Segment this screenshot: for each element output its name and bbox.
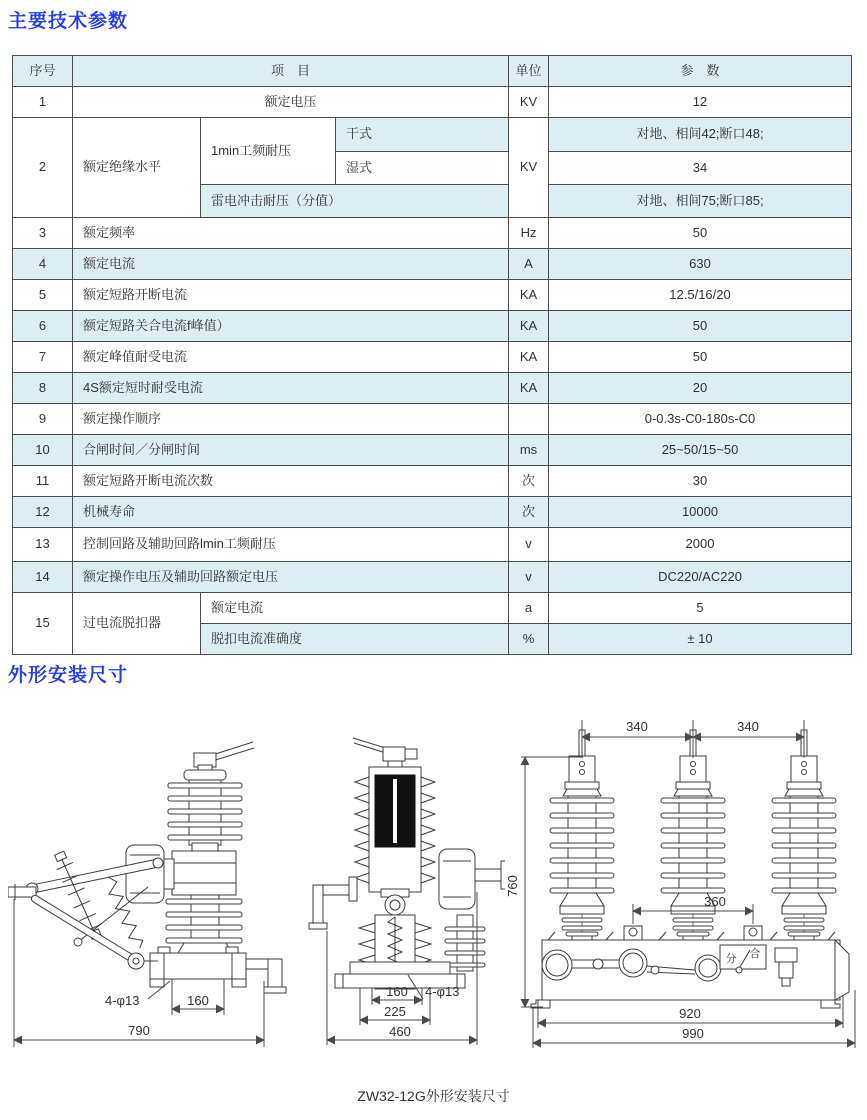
dim-label-hole: 4-φ13 [105, 993, 140, 1008]
cell-no: 6 [13, 311, 73, 342]
drawing-side-view [8, 737, 313, 1067]
table-row [13, 280, 852, 311]
cell-unit: 次 [509, 466, 549, 497]
cell-param: DC220/AC220 [549, 562, 852, 593]
cell-param: 12.5/16/20 [549, 280, 852, 311]
cell-lightning: 雷电冲击耐压（分值） [201, 185, 509, 218]
table-row [13, 249, 852, 280]
cell-unit: KA [509, 342, 549, 373]
cell-item: 额定短路关合电流f峰值） [73, 311, 509, 342]
table-row [13, 118, 852, 152]
cell-unit: A [509, 249, 549, 280]
table-row [13, 466, 852, 497]
cell-item: 额定频率 [73, 218, 509, 249]
cell-unit: v [509, 528, 549, 562]
cell-item: 合闸时间／分闸时间 [73, 435, 509, 466]
dim-label-340-b: 340 [737, 719, 759, 734]
cell-no: 9 [13, 404, 73, 435]
cell-param: 2000 [549, 528, 852, 562]
header-no: 序号 [13, 56, 73, 87]
cell-item: 额定峰值耐受电流 [73, 342, 509, 373]
cell-unit: % [509, 624, 549, 655]
drawing-caption: ZW32-12G外形安装尺寸 [357, 1088, 510, 1104]
table-header-row [13, 56, 852, 87]
dim-label-990: 990 [682, 1026, 704, 1041]
cell-item: 额定电压 [73, 87, 509, 118]
cell-no: 4 [13, 249, 73, 280]
cell-no: 11 [13, 466, 73, 497]
cell-item: 4S额定短时耐受电流 [73, 373, 509, 404]
cell-param: 12 [549, 87, 852, 118]
section-title-parameters: 主要技术参数 [8, 11, 129, 32]
cell-param: 20 [549, 373, 852, 404]
table-row [13, 435, 852, 466]
cell-unit [509, 404, 549, 435]
table-row [13, 342, 852, 373]
table-row [13, 497, 852, 528]
table-row [13, 87, 852, 118]
indicator-close-label: 合 [749, 948, 761, 960]
cell-item: 额定短路开断电流次数 [73, 466, 509, 497]
dim-label-hole: 4-φ13 [425, 984, 460, 999]
cell-no: 8 [13, 373, 73, 404]
cell-no: 13 [13, 528, 73, 562]
cell-param: 30 [549, 466, 852, 497]
cell-param: 50 [549, 311, 852, 342]
cell-item: 额定操作电压及辅助回路额定电压 [73, 562, 509, 593]
cell-no: 14 [13, 562, 73, 593]
cell-no: 12 [13, 497, 73, 528]
cell-unit: 次 [509, 497, 549, 528]
cell-unit: KA [509, 280, 549, 311]
cell-unit: a [509, 593, 549, 624]
cell-no: 2 [13, 118, 73, 218]
cell-no: 1 [13, 87, 73, 118]
cell-item: 控制回路及辅助回路lmin工频耐压 [73, 528, 509, 562]
cell-param: ± 10 [549, 624, 852, 655]
header-item: 项 目 [73, 56, 509, 87]
cell-unit: KA [509, 373, 549, 404]
cell-no: 7 [13, 342, 73, 373]
header-param: 参 数 [549, 56, 852, 87]
cell-param: 630 [549, 249, 852, 280]
cell-param: 对地、相间75;断口85; [549, 185, 852, 218]
cell-param: 0-0.3s-C0-180s-C0 [549, 404, 852, 435]
dim-label-160: 160 [386, 984, 408, 999]
dim-label-340-a: 340 [626, 719, 648, 734]
cell-param: 25~50/15~50 [549, 435, 852, 466]
drawing-section-view [305, 737, 505, 1067]
cell-no: 15 [13, 593, 73, 655]
cell-param: 5 [549, 593, 852, 624]
cell-subitem: 额定电流 [201, 593, 509, 624]
cell-unit: Hz [509, 218, 549, 249]
cell-param: 对地、相间42;断口48; [549, 118, 852, 152]
cell-no: 10 [13, 435, 73, 466]
table-row [13, 404, 852, 435]
cell-dry: 干式 [336, 118, 509, 152]
cell-param: 34 [549, 152, 852, 185]
cell-no: 5 [13, 280, 73, 311]
parameters-table [12, 55, 852, 655]
table-row [13, 218, 852, 249]
table-row [13, 373, 852, 404]
table-row [13, 562, 852, 593]
cell-unit: KV [509, 87, 549, 118]
cell-param: 10000 [549, 497, 852, 528]
dim-label-790: 790 [128, 1023, 150, 1038]
cell-unit: KA [509, 311, 549, 342]
cell-item: 额定操作顺序 [73, 404, 509, 435]
indicator-open-label: 分 [725, 953, 737, 965]
cell-item: 机械寿命 [73, 497, 509, 528]
table-row [13, 311, 852, 342]
dim-label-760: 760 [505, 875, 520, 897]
cell-param: 50 [549, 342, 852, 373]
cell-item: 过电流脱扣器 [73, 593, 201, 655]
table-row [13, 593, 852, 624]
cell-subitem: 1min工频耐压 [201, 118, 336, 185]
cell-item: 额定绝缘水平 [73, 118, 201, 218]
section-title-dimensions: 外形安装尺寸 [8, 665, 129, 686]
cell-subitem: 脱扣电流准确度 [201, 624, 509, 655]
dim-label-920: 920 [679, 1006, 701, 1021]
cell-unit: KV [509, 118, 549, 218]
cell-unit: ms [509, 435, 549, 466]
cell-item: 额定电流 [73, 249, 509, 280]
drawing-front-view [503, 700, 863, 1070]
dim-label-460: 460 [389, 1024, 411, 1039]
cell-item: 额定短路开断电流 [73, 280, 509, 311]
dim-label-225: 225 [384, 1004, 406, 1019]
cell-no: 3 [13, 218, 73, 249]
table-row [13, 528, 852, 562]
dim-label-160: 160 [187, 993, 209, 1008]
header-unit: 单位 [509, 56, 549, 87]
cell-wet: 湿式 [336, 152, 509, 185]
cell-param: 50 [549, 218, 852, 249]
dim-label-360: 360 [704, 894, 726, 909]
cell-unit: v [509, 562, 549, 593]
